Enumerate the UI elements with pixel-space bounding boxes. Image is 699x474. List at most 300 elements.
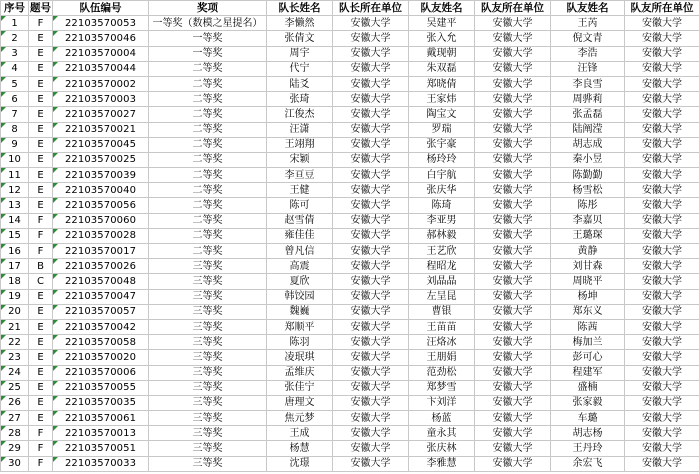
cell-seq[interactable] bbox=[1, 228, 29, 243]
cell-member2-unit[interactable] bbox=[625, 319, 699, 334]
cell-member2-name[interactable] bbox=[551, 168, 625, 183]
cell-member1-unit[interactable] bbox=[475, 441, 551, 456]
cell-seq[interactable] bbox=[1, 289, 29, 304]
cell-captain-name[interactable] bbox=[267, 365, 333, 380]
cell-captain-unit[interactable] bbox=[333, 107, 409, 122]
cell-member1-name[interactable] bbox=[409, 365, 475, 380]
cell-member1-unit[interactable] bbox=[475, 122, 551, 137]
cell-member2-name[interactable] bbox=[551, 183, 625, 198]
cell-seq[interactable] bbox=[1, 61, 29, 76]
cell-captain-unit[interactable] bbox=[333, 395, 409, 410]
cell-award[interactable] bbox=[149, 426, 267, 441]
cell-team-no[interactable] bbox=[53, 183, 149, 198]
cell-member2-name[interactable] bbox=[551, 107, 625, 122]
cell-seq[interactable] bbox=[1, 411, 29, 426]
cell-member1-name[interactable] bbox=[409, 259, 475, 274]
cell-captain-name[interactable] bbox=[267, 46, 333, 61]
cell-member1-name[interactable] bbox=[409, 228, 475, 243]
cell-member2-unit[interactable] bbox=[625, 76, 699, 91]
cell-award[interactable] bbox=[149, 380, 267, 395]
cell-member2-unit[interactable] bbox=[625, 122, 699, 137]
cell-seq[interactable] bbox=[1, 183, 29, 198]
cell-problem[interactable] bbox=[29, 122, 53, 137]
cell-seq[interactable] bbox=[1, 259, 29, 274]
cell-award[interactable] bbox=[149, 31, 267, 46]
cell-member2-name[interactable] bbox=[551, 289, 625, 304]
cell-seq[interactable] bbox=[1, 274, 29, 289]
cell-problem[interactable] bbox=[29, 365, 53, 380]
cell-member2-name[interactable] bbox=[551, 426, 625, 441]
cell-team-no[interactable] bbox=[53, 411, 149, 426]
cell-member2-name[interactable] bbox=[551, 31, 625, 46]
cell-problem[interactable] bbox=[29, 213, 53, 228]
cell-problem[interactable] bbox=[29, 16, 53, 31]
cell-member2-unit[interactable] bbox=[625, 183, 699, 198]
cell-member2-unit[interactable] bbox=[625, 92, 699, 107]
cell-member2-name[interactable] bbox=[551, 395, 625, 410]
cell-member1-name[interactable] bbox=[409, 289, 475, 304]
cell-captain-name[interactable] bbox=[267, 244, 333, 259]
cell-team-no[interactable] bbox=[53, 350, 149, 365]
cell-captain-unit[interactable] bbox=[333, 137, 409, 152]
cell-award[interactable] bbox=[149, 304, 267, 319]
cell-problem[interactable] bbox=[29, 46, 53, 61]
cell-member1-unit[interactable] bbox=[475, 183, 551, 198]
cell-team-no[interactable] bbox=[53, 259, 149, 274]
cell-award[interactable] bbox=[149, 335, 267, 350]
cell-member1-unit[interactable] bbox=[475, 319, 551, 334]
cell-problem[interactable] bbox=[29, 456, 53, 471]
cell-member2-unit[interactable] bbox=[625, 31, 699, 46]
cell-captain-name[interactable] bbox=[267, 319, 333, 334]
cell-captain-unit[interactable] bbox=[333, 76, 409, 91]
cell-captain-name[interactable] bbox=[267, 76, 333, 91]
cell-member2-unit[interactable] bbox=[625, 61, 699, 76]
cell-award[interactable] bbox=[149, 213, 267, 228]
cell-member2-unit[interactable] bbox=[625, 213, 699, 228]
cell-captain-name[interactable] bbox=[267, 426, 333, 441]
cell-member2-unit[interactable] bbox=[625, 304, 699, 319]
cell-seq[interactable] bbox=[1, 92, 29, 107]
cell-team-no[interactable] bbox=[53, 456, 149, 471]
cell-seq[interactable] bbox=[1, 168, 29, 183]
col-header-problem[interactable]: 题号 bbox=[29, 1, 53, 16]
cell-problem[interactable] bbox=[29, 319, 53, 334]
cell-member1-name[interactable] bbox=[409, 61, 475, 76]
cell-member1-name[interactable] bbox=[409, 213, 475, 228]
col-header-seq[interactable]: 序号 bbox=[1, 1, 29, 16]
cell-award[interactable] bbox=[149, 137, 267, 152]
cell-team-no[interactable] bbox=[53, 31, 149, 46]
cell-member2-unit[interactable] bbox=[625, 395, 699, 410]
cell-member2-unit[interactable] bbox=[625, 46, 699, 61]
cell-member2-name[interactable] bbox=[551, 228, 625, 243]
cell-member2-unit[interactable] bbox=[625, 426, 699, 441]
cell-member2-name[interactable] bbox=[551, 441, 625, 456]
cell-member1-unit[interactable] bbox=[475, 76, 551, 91]
cell-member2-name[interactable] bbox=[551, 380, 625, 395]
cell-captain-name[interactable] bbox=[267, 441, 333, 456]
cell-captain-name[interactable] bbox=[267, 16, 333, 31]
cell-award[interactable] bbox=[149, 92, 267, 107]
cell-member1-name[interactable] bbox=[409, 137, 475, 152]
cell-seq[interactable] bbox=[1, 107, 29, 122]
col-header-member2-unit[interactable]: 队友所在单位 bbox=[625, 1, 699, 16]
cell-seq[interactable] bbox=[1, 31, 29, 46]
cell-captain-unit[interactable] bbox=[333, 46, 409, 61]
cell-member2-name[interactable] bbox=[551, 76, 625, 91]
cell-award[interactable] bbox=[149, 274, 267, 289]
cell-member1-unit[interactable] bbox=[475, 198, 551, 213]
cell-member2-unit[interactable] bbox=[625, 244, 699, 259]
cell-award[interactable] bbox=[149, 183, 267, 198]
cell-problem[interactable] bbox=[29, 350, 53, 365]
cell-problem[interactable] bbox=[29, 426, 53, 441]
cell-member1-name[interactable] bbox=[409, 31, 475, 46]
cell-team-no[interactable] bbox=[53, 365, 149, 380]
cell-member2-name[interactable] bbox=[551, 46, 625, 61]
cell-team-no[interactable] bbox=[53, 16, 149, 31]
cell-member1-name[interactable] bbox=[409, 198, 475, 213]
cell-member2-unit[interactable] bbox=[625, 16, 699, 31]
cell-captain-name[interactable] bbox=[267, 350, 333, 365]
cell-member1-unit[interactable] bbox=[475, 107, 551, 122]
cell-captain-unit[interactable] bbox=[333, 92, 409, 107]
cell-team-no[interactable] bbox=[53, 213, 149, 228]
cell-member1-name[interactable] bbox=[409, 46, 475, 61]
cell-member2-name[interactable] bbox=[551, 304, 625, 319]
cell-captain-name[interactable] bbox=[267, 152, 333, 167]
cell-seq[interactable] bbox=[1, 456, 29, 471]
cell-captain-unit[interactable] bbox=[333, 122, 409, 137]
cell-problem[interactable] bbox=[29, 289, 53, 304]
cell-member2-name[interactable] bbox=[551, 137, 625, 152]
col-header-captain-name[interactable]: 队长姓名 bbox=[267, 1, 333, 16]
cell-award[interactable] bbox=[149, 411, 267, 426]
cell-captain-name[interactable] bbox=[267, 335, 333, 350]
cell-member1-name[interactable] bbox=[409, 107, 475, 122]
cell-member1-unit[interactable] bbox=[475, 259, 551, 274]
cell-team-no[interactable] bbox=[53, 426, 149, 441]
cell-award[interactable] bbox=[149, 122, 267, 137]
cell-captain-unit[interactable] bbox=[333, 411, 409, 426]
cell-problem[interactable] bbox=[29, 183, 53, 198]
cell-team-no[interactable] bbox=[53, 76, 149, 91]
cell-seq[interactable] bbox=[1, 304, 29, 319]
cell-captain-unit[interactable] bbox=[333, 274, 409, 289]
cell-captain-name[interactable] bbox=[267, 228, 333, 243]
cell-team-no[interactable] bbox=[53, 107, 149, 122]
cell-captain-name[interactable] bbox=[267, 168, 333, 183]
cell-member1-name[interactable] bbox=[409, 319, 475, 334]
cell-captain-name[interactable] bbox=[267, 456, 333, 471]
cell-team-no[interactable] bbox=[53, 198, 149, 213]
cell-seq[interactable] bbox=[1, 395, 29, 410]
cell-captain-unit[interactable] bbox=[333, 244, 409, 259]
cell-member1-unit[interactable] bbox=[475, 395, 551, 410]
cell-seq[interactable] bbox=[1, 319, 29, 334]
cell-seq[interactable] bbox=[1, 213, 29, 228]
cell-captain-unit[interactable] bbox=[333, 213, 409, 228]
cell-award[interactable] bbox=[149, 16, 267, 31]
cell-member1-name[interactable] bbox=[409, 441, 475, 456]
cell-member2-unit[interactable] bbox=[625, 107, 699, 122]
cell-team-no[interactable] bbox=[53, 122, 149, 137]
cell-team-no[interactable] bbox=[53, 304, 149, 319]
col-header-award[interactable]: 奖项 bbox=[149, 1, 267, 16]
cell-team-no[interactable] bbox=[53, 152, 149, 167]
cell-member2-unit[interactable] bbox=[625, 274, 699, 289]
cell-award[interactable] bbox=[149, 107, 267, 122]
col-header-captain-unit[interactable]: 队长所在单位 bbox=[333, 1, 409, 16]
cell-problem[interactable] bbox=[29, 107, 53, 122]
cell-member1-name[interactable] bbox=[409, 395, 475, 410]
cell-seq[interactable] bbox=[1, 350, 29, 365]
cell-award[interactable] bbox=[149, 289, 267, 304]
cell-problem[interactable] bbox=[29, 61, 53, 76]
cell-team-no[interactable] bbox=[53, 46, 149, 61]
cell-member1-name[interactable] bbox=[409, 244, 475, 259]
cell-member1-unit[interactable] bbox=[475, 304, 551, 319]
cell-member1-unit[interactable] bbox=[475, 168, 551, 183]
cell-member2-name[interactable] bbox=[551, 411, 625, 426]
cell-captain-unit[interactable] bbox=[333, 168, 409, 183]
cell-seq[interactable] bbox=[1, 16, 29, 31]
cell-team-no[interactable] bbox=[53, 244, 149, 259]
cell-member2-unit[interactable] bbox=[625, 228, 699, 243]
cell-team-no[interactable] bbox=[53, 168, 149, 183]
cell-member1-name[interactable] bbox=[409, 122, 475, 137]
cell-captain-unit[interactable] bbox=[333, 380, 409, 395]
cell-member2-unit[interactable] bbox=[625, 456, 699, 471]
cell-member1-unit[interactable] bbox=[475, 152, 551, 167]
cell-award[interactable] bbox=[149, 198, 267, 213]
cell-seq[interactable] bbox=[1, 335, 29, 350]
cell-captain-unit[interactable] bbox=[333, 426, 409, 441]
cell-member2-unit[interactable] bbox=[625, 168, 699, 183]
cell-captain-unit[interactable] bbox=[333, 198, 409, 213]
cell-member1-unit[interactable] bbox=[475, 46, 551, 61]
cell-captain-unit[interactable] bbox=[333, 289, 409, 304]
cell-problem[interactable] bbox=[29, 92, 53, 107]
cell-team-no[interactable] bbox=[53, 319, 149, 334]
cell-member1-unit[interactable] bbox=[475, 456, 551, 471]
cell-captain-name[interactable] bbox=[267, 411, 333, 426]
cell-member2-name[interactable] bbox=[551, 274, 625, 289]
cell-captain-name[interactable] bbox=[267, 289, 333, 304]
cell-member2-name[interactable] bbox=[551, 350, 625, 365]
cell-captain-unit[interactable] bbox=[333, 228, 409, 243]
cell-member1-name[interactable] bbox=[409, 456, 475, 471]
cell-captain-name[interactable] bbox=[267, 304, 333, 319]
cell-award[interactable] bbox=[149, 61, 267, 76]
cell-member1-name[interactable] bbox=[409, 411, 475, 426]
cell-member1-unit[interactable] bbox=[475, 274, 551, 289]
cell-member2-name[interactable] bbox=[551, 122, 625, 137]
cell-team-no[interactable] bbox=[53, 441, 149, 456]
cell-problem[interactable] bbox=[29, 152, 53, 167]
cell-member2-unit[interactable] bbox=[625, 350, 699, 365]
cell-captain-unit[interactable] bbox=[333, 441, 409, 456]
cell-member1-unit[interactable] bbox=[475, 213, 551, 228]
cell-captain-unit[interactable] bbox=[333, 31, 409, 46]
cell-captain-name[interactable] bbox=[267, 137, 333, 152]
cell-member2-name[interactable] bbox=[551, 244, 625, 259]
cell-captain-name[interactable] bbox=[267, 380, 333, 395]
cell-award[interactable] bbox=[149, 365, 267, 380]
cell-member2-name[interactable] bbox=[551, 213, 625, 228]
cell-member1-name[interactable] bbox=[409, 335, 475, 350]
cell-award[interactable] bbox=[149, 152, 267, 167]
cell-team-no[interactable] bbox=[53, 380, 149, 395]
cell-award[interactable] bbox=[149, 456, 267, 471]
cell-problem[interactable] bbox=[29, 395, 53, 410]
cell-member1-name[interactable] bbox=[409, 274, 475, 289]
cell-award[interactable] bbox=[149, 350, 267, 365]
cell-seq[interactable] bbox=[1, 122, 29, 137]
cell-team-no[interactable] bbox=[53, 289, 149, 304]
cell-member1-unit[interactable] bbox=[475, 350, 551, 365]
cell-member1-unit[interactable] bbox=[475, 380, 551, 395]
cell-seq[interactable] bbox=[1, 380, 29, 395]
cell-member1-unit[interactable] bbox=[475, 335, 551, 350]
cell-problem[interactable] bbox=[29, 244, 53, 259]
cell-captain-name[interactable] bbox=[267, 92, 333, 107]
cell-member2-name[interactable] bbox=[551, 152, 625, 167]
cell-seq[interactable] bbox=[1, 198, 29, 213]
cell-member2-unit[interactable] bbox=[625, 152, 699, 167]
col-header-member2-name[interactable]: 队友姓名 bbox=[551, 1, 625, 16]
cell-team-no[interactable] bbox=[53, 274, 149, 289]
cell-team-no[interactable] bbox=[53, 92, 149, 107]
cell-captain-unit[interactable] bbox=[333, 152, 409, 167]
cell-member1-name[interactable] bbox=[409, 152, 475, 167]
cell-award[interactable] bbox=[149, 244, 267, 259]
cell-seq[interactable] bbox=[1, 365, 29, 380]
cell-member2-name[interactable] bbox=[551, 198, 625, 213]
cell-member1-name[interactable] bbox=[409, 426, 475, 441]
cell-member1-unit[interactable] bbox=[475, 365, 551, 380]
col-header-member1-name[interactable]: 队友姓名 bbox=[409, 1, 475, 16]
cell-member1-unit[interactable] bbox=[475, 61, 551, 76]
cell-problem[interactable] bbox=[29, 198, 53, 213]
cell-member1-unit[interactable] bbox=[475, 411, 551, 426]
cell-award[interactable] bbox=[149, 259, 267, 274]
cell-captain-name[interactable] bbox=[267, 395, 333, 410]
cell-member1-name[interactable] bbox=[409, 76, 475, 91]
cell-problem[interactable] bbox=[29, 259, 53, 274]
cell-problem[interactable] bbox=[29, 137, 53, 152]
cell-member1-name[interactable] bbox=[409, 350, 475, 365]
cell-member2-name[interactable] bbox=[551, 335, 625, 350]
cell-seq[interactable] bbox=[1, 46, 29, 61]
cell-member2-name[interactable] bbox=[551, 259, 625, 274]
cell-captain-name[interactable] bbox=[267, 61, 333, 76]
cell-member1-name[interactable] bbox=[409, 168, 475, 183]
cell-captain-name[interactable] bbox=[267, 107, 333, 122]
cell-award[interactable] bbox=[149, 441, 267, 456]
cell-member1-name[interactable] bbox=[409, 380, 475, 395]
cell-member1-name[interactable] bbox=[409, 183, 475, 198]
cell-captain-unit[interactable] bbox=[333, 335, 409, 350]
cell-captain-name[interactable] bbox=[267, 31, 333, 46]
cell-captain-name[interactable] bbox=[267, 274, 333, 289]
cell-seq[interactable] bbox=[1, 441, 29, 456]
cell-problem[interactable] bbox=[29, 335, 53, 350]
cell-problem[interactable] bbox=[29, 31, 53, 46]
cell-seq[interactable] bbox=[1, 244, 29, 259]
cell-captain-unit[interactable] bbox=[333, 16, 409, 31]
cell-member2-name[interactable] bbox=[551, 365, 625, 380]
cell-member2-unit[interactable] bbox=[625, 259, 699, 274]
cell-award[interactable] bbox=[149, 46, 267, 61]
cell-seq[interactable] bbox=[1, 137, 29, 152]
cell-seq[interactable] bbox=[1, 152, 29, 167]
cell-member2-unit[interactable] bbox=[625, 365, 699, 380]
cell-member2-unit[interactable] bbox=[625, 198, 699, 213]
cell-captain-unit[interactable] bbox=[333, 259, 409, 274]
cell-member1-unit[interactable] bbox=[475, 244, 551, 259]
cell-member2-name[interactable] bbox=[551, 61, 625, 76]
cell-member2-unit[interactable] bbox=[625, 380, 699, 395]
cell-team-no[interactable] bbox=[53, 395, 149, 410]
cell-captain-name[interactable] bbox=[267, 259, 333, 274]
cell-captain-name[interactable] bbox=[267, 122, 333, 137]
cell-problem[interactable] bbox=[29, 411, 53, 426]
cell-problem[interactable] bbox=[29, 441, 53, 456]
cell-seq[interactable] bbox=[1, 76, 29, 91]
cell-member1-unit[interactable] bbox=[475, 92, 551, 107]
cell-award[interactable] bbox=[149, 76, 267, 91]
cell-member1-unit[interactable] bbox=[475, 228, 551, 243]
cell-member1-name[interactable] bbox=[409, 92, 475, 107]
cell-member2-name[interactable] bbox=[551, 16, 625, 31]
cell-award[interactable] bbox=[149, 168, 267, 183]
cell-captain-name[interactable] bbox=[267, 198, 333, 213]
cell-problem[interactable] bbox=[29, 76, 53, 91]
cell-member2-unit[interactable] bbox=[625, 411, 699, 426]
cell-captain-unit[interactable] bbox=[333, 350, 409, 365]
cell-award[interactable] bbox=[149, 319, 267, 334]
cell-member1-name[interactable] bbox=[409, 304, 475, 319]
cell-member2-unit[interactable] bbox=[625, 441, 699, 456]
cell-captain-name[interactable] bbox=[267, 213, 333, 228]
cell-problem[interactable] bbox=[29, 228, 53, 243]
cell-member1-unit[interactable] bbox=[475, 289, 551, 304]
cell-member1-name[interactable] bbox=[409, 16, 475, 31]
cell-member2-unit[interactable] bbox=[625, 289, 699, 304]
cell-award[interactable] bbox=[149, 395, 267, 410]
cell-captain-unit[interactable] bbox=[333, 304, 409, 319]
cell-member1-unit[interactable] bbox=[475, 31, 551, 46]
cell-member2-name[interactable] bbox=[551, 456, 625, 471]
col-header-team-no[interactable]: 队伍编号 bbox=[53, 1, 149, 16]
cell-team-no[interactable] bbox=[53, 228, 149, 243]
cell-member1-unit[interactable] bbox=[475, 16, 551, 31]
cell-captain-unit[interactable] bbox=[333, 365, 409, 380]
cell-captain-unit[interactable] bbox=[333, 61, 409, 76]
cell-team-no[interactable] bbox=[53, 335, 149, 350]
col-header-member1-unit[interactable]: 队友所在单位 bbox=[475, 1, 551, 16]
cell-award[interactable] bbox=[149, 228, 267, 243]
cell-captain-unit[interactable] bbox=[333, 456, 409, 471]
cell-member2-name[interactable] bbox=[551, 319, 625, 334]
cell-problem[interactable] bbox=[29, 274, 53, 289]
cell-member1-unit[interactable] bbox=[475, 426, 551, 441]
cell-member2-unit[interactable] bbox=[625, 137, 699, 152]
cell-team-no[interactable] bbox=[53, 61, 149, 76]
cell-member2-name[interactable] bbox=[551, 92, 625, 107]
